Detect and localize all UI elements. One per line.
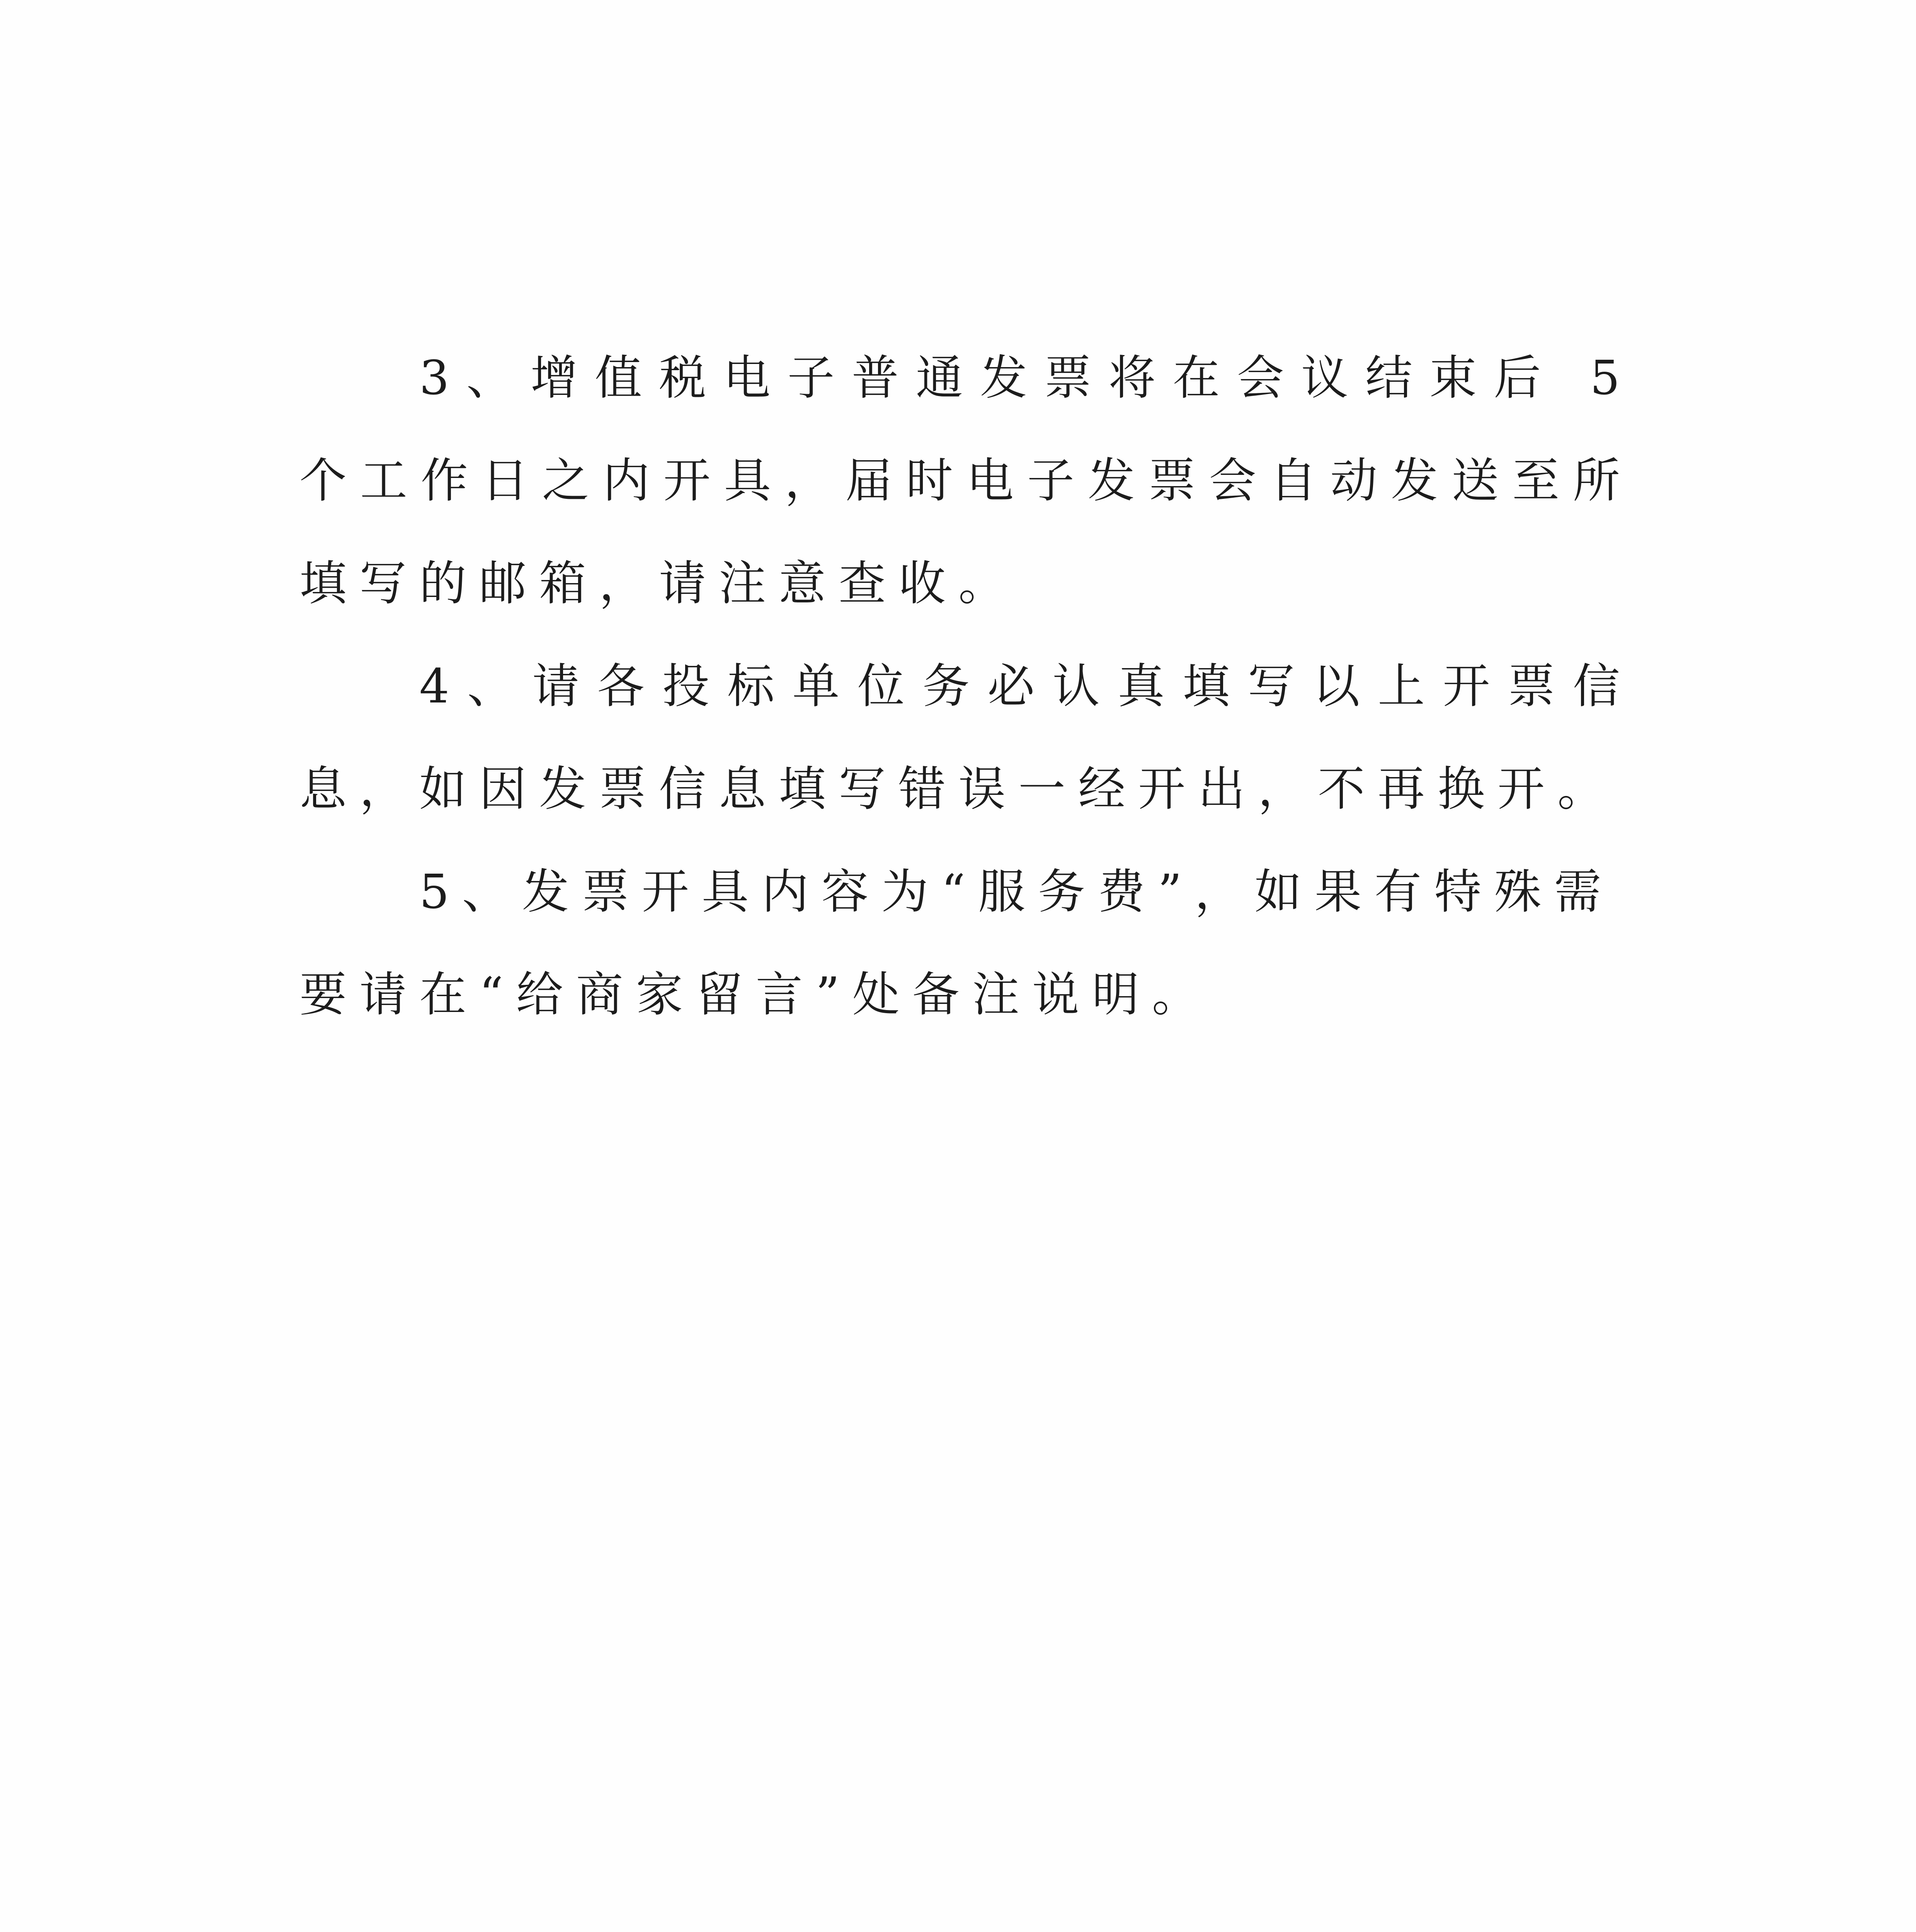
paragraph-item-4: 4、请各投标单位务必认真填写以上开票信息，如因发票信息填写错误一经开出，不再换开。 (299, 659, 1633, 816)
paragraph-item-5: 5、发票开具内容为“服务费”，如果有特殊需要请在“给商家留言”处备注说明。 (299, 864, 1614, 1022)
paragraph-item-3: 3、增值税电子普通发票将在会议结束后 5 个工作日之内开具，届时电子发票会自动发送至所填写的邮箱，请注意查收。 (299, 350, 1633, 611)
document-body (299, 327, 1633, 1046)
